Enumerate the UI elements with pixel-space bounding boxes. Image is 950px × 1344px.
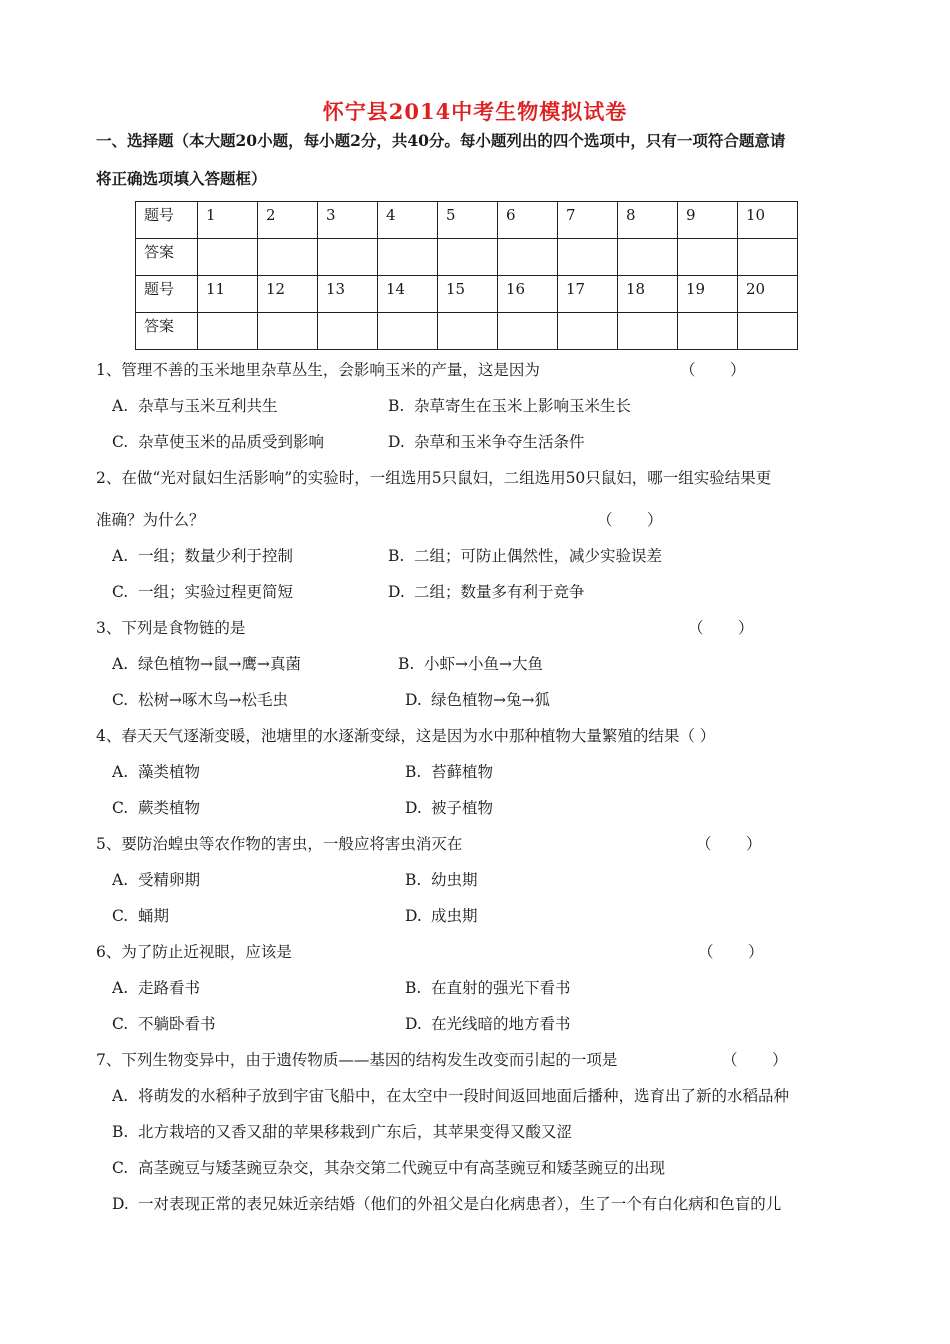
option-label: D. bbox=[405, 799, 422, 817]
question-2-option-b[interactable] bbox=[388, 544, 662, 566]
answer-cell[interactable] bbox=[198, 313, 258, 350]
option-text: 一组；数量少利于控制 bbox=[138, 547, 294, 565]
option-text: 高茎豌豆与矮茎豌豆杂交，其杂交第二代豌豆中有高茎豌豆和矮茎豌豆的出现 bbox=[138, 1159, 666, 1177]
answer-cell[interactable] bbox=[558, 313, 618, 350]
option-text: 在光线暗的地方看书 bbox=[431, 1015, 571, 1033]
section-heading-line2: 将正确选项填入答题框） bbox=[96, 169, 267, 188]
table-cell: 9 bbox=[678, 202, 738, 239]
answer-cell[interactable] bbox=[258, 239, 318, 276]
question-2-text: 2、在做“光对鼠妇生活影响”的实验时，一组选用5只鼠妇，二组选用50只鼠妇，哪一组实验结果更 bbox=[96, 469, 772, 487]
answer-cell[interactable] bbox=[438, 313, 498, 350]
question-6-option-b[interactable] bbox=[405, 976, 571, 998]
question-4-option-a[interactable] bbox=[112, 760, 200, 782]
table-cell: 4 bbox=[378, 202, 438, 239]
answer-cell[interactable] bbox=[618, 239, 678, 276]
option-label: D. bbox=[405, 691, 422, 709]
option-text: 蛹期 bbox=[138, 907, 170, 925]
answer-table-row bbox=[136, 202, 798, 239]
table-cell: 答案 bbox=[136, 239, 198, 276]
question-4-option-d[interactable] bbox=[405, 796, 493, 818]
option-label: C. bbox=[112, 907, 129, 925]
table-cell: 8 bbox=[618, 202, 678, 239]
option-text: 二组；可防止偶然性，减少实验误差 bbox=[414, 547, 663, 565]
question-1-option-c[interactable] bbox=[112, 430, 324, 452]
question-5-text: 5、要防治蝗虫等农作物的害虫，一般应将害虫消灭在 bbox=[96, 835, 463, 853]
answer-cell[interactable] bbox=[618, 313, 678, 350]
option-text: 松树→啄木鸟→松毛虫 bbox=[138, 691, 288, 709]
option-text: 小虾→小鱼→大鱼 bbox=[424, 655, 543, 673]
question-1-option-b[interactable] bbox=[388, 394, 631, 416]
option-text: 一对表现正常的表兄妹近亲结婚（他们的外祖父是白化病患者），生了一个有白化病和色盲的儿 bbox=[138, 1195, 782, 1213]
answer-cell[interactable] bbox=[738, 239, 798, 276]
question-6-option-a[interactable] bbox=[112, 976, 200, 998]
answer-table-row bbox=[136, 276, 798, 313]
question-2-text-cont: 准确？为什么？ bbox=[96, 511, 205, 529]
option-text: 被子植物 bbox=[431, 799, 494, 817]
option-label: A. bbox=[112, 871, 129, 889]
question-5-answer-blank[interactable]: （ ） bbox=[696, 835, 762, 853]
option-text: 在直射的强光下看书 bbox=[431, 979, 571, 997]
option-label: C. bbox=[112, 1015, 129, 1033]
question-1-option-a[interactable] bbox=[112, 394, 278, 416]
option-label: D. bbox=[405, 1015, 422, 1033]
option-label: B. bbox=[405, 763, 422, 781]
option-label: D. bbox=[388, 583, 405, 601]
question-5-option-a[interactable] bbox=[112, 868, 200, 890]
option-text: 杂草寄生在玉米上影响玉米生长 bbox=[414, 397, 632, 415]
table-cell: 题号 bbox=[136, 276, 198, 313]
answer-table bbox=[135, 201, 798, 350]
table-cell: 12 bbox=[258, 276, 318, 313]
table-cell: 6 bbox=[498, 202, 558, 239]
table-cell: 16 bbox=[498, 276, 558, 313]
question-5-option-b[interactable] bbox=[405, 868, 478, 890]
question-6-answer-blank[interactable]: （ ） bbox=[698, 943, 764, 961]
option-label: C. bbox=[112, 433, 129, 451]
question-7-option-b[interactable] bbox=[112, 1120, 572, 1142]
option-label: A. bbox=[112, 655, 129, 673]
answer-cell[interactable] bbox=[498, 313, 558, 350]
question-3-option-a[interactable] bbox=[112, 652, 301, 674]
question-3-text: 3、下列是食物链的是 bbox=[96, 619, 246, 637]
table-cell: 18 bbox=[618, 276, 678, 313]
option-label: D. bbox=[388, 433, 405, 451]
answer-cell[interactable] bbox=[378, 313, 438, 350]
option-label: B. bbox=[388, 547, 405, 565]
option-label: A. bbox=[112, 547, 129, 565]
question-3-option-c[interactable] bbox=[112, 688, 288, 710]
option-text: 幼虫期 bbox=[431, 871, 478, 889]
question-7-text: 7、下列生物变异中，由于遗传物质——基因的结构发生改变而引起的一项是 bbox=[96, 1051, 618, 1069]
question-2-option-d[interactable] bbox=[388, 580, 585, 602]
table-cell: 11 bbox=[198, 276, 258, 313]
option-label: B. bbox=[112, 1123, 129, 1141]
question-5-option-d[interactable] bbox=[405, 904, 478, 926]
answer-cell[interactable] bbox=[738, 313, 798, 350]
question-3-option-d[interactable] bbox=[405, 688, 550, 710]
question-7-option-c[interactable] bbox=[112, 1156, 665, 1178]
option-label: A. bbox=[112, 979, 129, 997]
answer-table-row bbox=[136, 313, 798, 350]
answer-cell[interactable] bbox=[678, 239, 738, 276]
table-cell: 15 bbox=[438, 276, 498, 313]
option-label: B. bbox=[388, 397, 405, 415]
question-2-answer-blank[interactable]: （ ） bbox=[597, 511, 663, 529]
question-5-option-c[interactable] bbox=[112, 904, 169, 926]
question-4-option-c[interactable] bbox=[112, 796, 200, 818]
option-text: 北方栽培的又香又甜的苹果移栽到广东后，其苹果变得又酸又涩 bbox=[138, 1123, 573, 1141]
answer-table-row bbox=[136, 239, 798, 276]
table-cell: 5 bbox=[438, 202, 498, 239]
question-4-text: 4、春天天气逐渐变暖，池塘里的水逐渐变绿，这是因为水中那种植物大量繁殖的结果（ ） bbox=[96, 727, 716, 745]
option-text: 一组；实验过程更简短 bbox=[138, 583, 294, 601]
question-1-answer-blank[interactable]: （ ） bbox=[680, 361, 746, 379]
question-7-option-a[interactable] bbox=[112, 1084, 789, 1106]
option-label: A. bbox=[112, 763, 129, 781]
table-cell: 19 bbox=[678, 276, 738, 313]
question-7-option-d[interactable] bbox=[112, 1192, 781, 1214]
option-text: 走路看书 bbox=[138, 979, 201, 997]
option-label: D. bbox=[405, 907, 422, 925]
option-label: C. bbox=[112, 583, 129, 601]
exam-title: 怀宁县2014中考生物模拟试卷 bbox=[322, 99, 628, 124]
option-label: C. bbox=[112, 799, 129, 817]
table-cell: 17 bbox=[558, 276, 618, 313]
table-cell: 题号 bbox=[136, 202, 198, 239]
table-cell: 20 bbox=[738, 276, 798, 313]
option-label: A. bbox=[112, 1087, 129, 1105]
option-text: 将萌发的水稻种子放到宇宙飞船中，在太空中一段时间返回地面后播种，选育出了新的水稻品种 bbox=[138, 1087, 790, 1105]
table-cell: 3 bbox=[318, 202, 378, 239]
option-label: C. bbox=[112, 691, 129, 709]
question-1-text: 1、管理不善的玉米地里杂草丛生，会影响玉米的产量，这是因为 bbox=[96, 361, 540, 379]
option-text: 绿色植物→鼠→鹰→真菌 bbox=[138, 655, 301, 673]
option-text: 成虫期 bbox=[431, 907, 478, 925]
option-text: 不躺卧看书 bbox=[138, 1015, 216, 1033]
table-cell: 1 bbox=[198, 202, 258, 239]
option-label: A. bbox=[112, 397, 129, 415]
question-6-text: 6、为了防止近视眼，应该是 bbox=[96, 943, 292, 961]
answer-cell[interactable] bbox=[198, 239, 258, 276]
option-text: 受精卵期 bbox=[138, 871, 201, 889]
question-3-option-b[interactable] bbox=[398, 652, 543, 674]
table-cell: 答案 bbox=[136, 313, 198, 350]
option-label: B. bbox=[398, 655, 415, 673]
table-cell: 10 bbox=[738, 202, 798, 239]
answer-cell[interactable] bbox=[378, 239, 438, 276]
answer-cell[interactable] bbox=[498, 239, 558, 276]
table-cell: 2 bbox=[258, 202, 318, 239]
option-label: C. bbox=[112, 1159, 129, 1177]
question-7-answer-blank[interactable]: （ ） bbox=[722, 1051, 788, 1069]
answer-cell[interactable] bbox=[438, 239, 498, 276]
option-label: B. bbox=[405, 979, 422, 997]
answer-cell[interactable] bbox=[258, 313, 318, 350]
option-label: B. bbox=[405, 871, 422, 889]
option-text: 苔藓植物 bbox=[431, 763, 494, 781]
option-text: 绿色植物→兔→狐 bbox=[431, 691, 550, 709]
question-6-option-d[interactable] bbox=[405, 1012, 571, 1034]
question-3-answer-blank[interactable]: （ ） bbox=[688, 619, 754, 637]
option-label: D. bbox=[112, 1195, 129, 1213]
table-cell: 7 bbox=[558, 202, 618, 239]
option-text: 杂草与玉米互利共生 bbox=[138, 397, 278, 415]
section-heading-line1: 一、选择题（本大题20小题，每小题2分，共40分。每小题列出的四个选项中，只有一项符合题意请 bbox=[96, 131, 786, 150]
option-text: 二组；数量多有利于竞争 bbox=[414, 583, 585, 601]
option-text: 蕨类植物 bbox=[138, 799, 201, 817]
answer-cell[interactable] bbox=[318, 239, 378, 276]
table-cell: 13 bbox=[318, 276, 378, 313]
question-2-option-c[interactable] bbox=[112, 580, 293, 602]
table-cell: 14 bbox=[378, 276, 438, 313]
answer-cell[interactable] bbox=[678, 313, 738, 350]
question-1-option-d[interactable] bbox=[388, 430, 585, 452]
option-text: 杂草使玉米的品质受到影响 bbox=[138, 433, 325, 451]
question-6-option-c[interactable] bbox=[112, 1012, 216, 1034]
option-text: 藻类植物 bbox=[138, 763, 201, 781]
question-2-option-a[interactable] bbox=[112, 544, 293, 566]
answer-cell[interactable] bbox=[318, 313, 378, 350]
option-text: 杂草和玉米争夺生活条件 bbox=[414, 433, 585, 451]
answer-cell[interactable] bbox=[558, 239, 618, 276]
question-4-option-b[interactable] bbox=[405, 760, 493, 782]
